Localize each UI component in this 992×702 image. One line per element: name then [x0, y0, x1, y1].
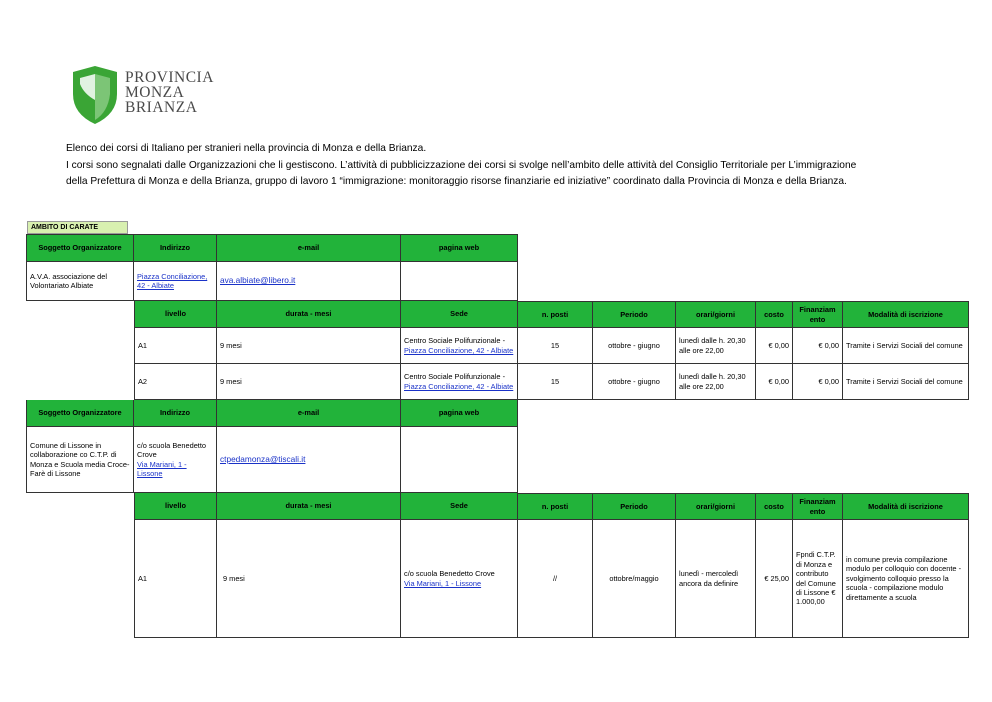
org2-email-link[interactable]: ctpedamonza@tiscali.it	[220, 453, 306, 464]
org2-address-link[interactable]: Via Mariani, 1 - Lissone	[137, 459, 187, 478]
org2-header-email: e-mail	[217, 400, 401, 427]
logo-line-provincia: PROVINCIA	[125, 69, 214, 86]
org2-header-indirizzo: Indirizzo	[134, 400, 217, 427]
org2-course1-sede-link[interactable]: Via Mariani, 1 - Lissone	[404, 578, 482, 588]
org2-course-header-posti: n. posti	[518, 493, 593, 520]
org1-course1-costo: € 0,00	[756, 328, 793, 364]
org1-course1-durata: 9 mesi	[217, 328, 401, 364]
org1-course2-iscrizione: Tramite i Servizi Sociali del comune	[843, 364, 969, 400]
org2-address-text: c/o scuola Benedetto Crove	[137, 440, 207, 460]
org2-course1-durata: 9 mesi	[217, 520, 401, 638]
course-header-orari: orari/giorni	[676, 301, 756, 328]
org2-course-header-sede: Sede	[401, 493, 518, 520]
org1-course1-livello: A1	[134, 328, 217, 364]
org2-course1-costo: € 25,00	[756, 520, 793, 638]
intro-line-3: della Prefettura di Monza e della Brianza, gruppo di lavoro 1 “immigrazione: monitoraggio risorse finanziarie ed iniziative” coordinato dalla Provincia di Monza e della Brianza.	[66, 176, 847, 187]
org2-web	[401, 427, 518, 493]
org2-course-header-iscrizione: Modalità di iscrizione	[843, 493, 969, 520]
org1-course1-sede-link[interactable]: Piazza Conciliazione, 42 - Albiate	[404, 345, 514, 355]
org2-course1-iscrizione: in comune previa compilazione modulo per colloquio con docente - svolgimento colloquio presso la scuola - compilazione modulo direttamente a scuola	[843, 520, 969, 638]
course-header-finanziamento: Finanziam ento	[793, 301, 843, 328]
org2-course-header-finanziamento: Finanziam ento	[793, 493, 843, 520]
intro-line-1: Elenco dei corsi di Italiano per stranieri nella provincia di Monza e della Brianza.	[66, 143, 427, 154]
org1-course1-sede-text: Centro Sociale Polifunzionale -	[404, 336, 506, 346]
org1-email-link[interactable]: ava.albiate@libero.it	[220, 275, 296, 286]
org1-course2-periodo: ottobre - giugno	[593, 364, 676, 400]
provincia-logo	[70, 64, 220, 126]
org2-course-header-periodo: Periodo	[593, 493, 676, 520]
org2-course1-posti: //	[518, 520, 593, 638]
org2-course1-periodo: ottobre/maggio	[593, 520, 676, 638]
org1-email-cell	[217, 262, 401, 301]
org1-course1-sede	[401, 328, 518, 364]
org2-course-header-livello: livello	[134, 493, 217, 520]
org1-course2-costo: € 0,00	[756, 364, 793, 400]
org1-course1-finanziamento: € 0,00	[793, 328, 843, 364]
course-header-livello: livello	[134, 301, 217, 328]
org2-course-header-durata: durata - mesi	[217, 493, 401, 520]
provincia-emblem-icon	[70, 64, 120, 126]
org2-soggetto: Comune di Lissone in collaborazione co C.T.P. di Monza e Scuola media Croce-Farè di Lissone	[26, 427, 134, 493]
org2-course-header-orari: orari/giorni	[676, 493, 756, 520]
header-indirizzo: Indirizzo	[134, 234, 217, 262]
org2-course1-livello: A1	[134, 520, 217, 638]
org2-indirizzo	[134, 427, 217, 493]
header-soggetto-organizzatore: Soggetto Organizzatore	[26, 234, 134, 262]
org2-course-header-costo: costo	[756, 493, 793, 520]
org1-course1-posti: 15	[518, 328, 593, 364]
org1-address-link[interactable]: Piazza Conciliazione, 42 - Albiate	[137, 271, 208, 290]
course-header-iscrizione: Modalità di iscrizione	[843, 301, 969, 328]
org2-course1-sede	[401, 520, 518, 638]
course-header-durata: durata - mesi	[217, 301, 401, 328]
intro-line-2: I corsi sono segnalati dalle Organizzazioni che li gestiscono. L’attività di pubblicizzazione dei corsi si svolge nell’ambito delle attività del Consiglio Territoriale per L’immigrazione	[66, 159, 857, 171]
header-pagina-web: pagina web	[401, 234, 518, 262]
org2-course1-sede-text: c/o scuola Benedetto Crove	[404, 569, 495, 579]
course-header-posti: n. posti	[518, 301, 593, 328]
org1-course1-periodo: ottobre - giugno	[593, 328, 676, 364]
org2-header-web: pagina web	[401, 400, 518, 427]
org1-soggetto: A.V.A. associazione del Volontariato Albiate	[26, 262, 134, 301]
org2-email-cell	[217, 427, 401, 493]
intro-text	[66, 141, 946, 191]
course-header-sede: Sede	[401, 301, 518, 328]
org1-indirizzo	[134, 262, 217, 301]
org1-course2-livello: A2	[134, 364, 217, 400]
org2-course1-finanziamento: Fpndi C.T.P. di Monza e contributo del Comune di Lissone € 1.000,00	[793, 520, 843, 638]
org1-course2-sede-link[interactable]: Piazza Conciliazione, 42 - Albiate	[404, 381, 514, 391]
org1-web	[401, 262, 518, 301]
org2-course1-orari: lunedì - mercoledì ancora da definire	[676, 520, 756, 638]
ambito-label: AMBITO DI CARATE	[27, 221, 128, 234]
logo-line-monza: MONZA	[125, 84, 185, 101]
org2-header-soggetto: Soggetto Organizzatore	[26, 400, 134, 427]
logo-line-brianza: BRIANZA	[125, 99, 198, 116]
course-header-periodo: Periodo	[593, 301, 676, 328]
org1-course2-durata: 9 mesi	[217, 364, 401, 400]
org1-course2-sede-text: Centro Sociale Polifunzionale -	[404, 372, 506, 382]
org1-course2-finanziamento: € 0,00	[793, 364, 843, 400]
org1-course2-posti: 15	[518, 364, 593, 400]
org1-course1-iscrizione: Tramite i Servizi Sociali del comune	[843, 328, 969, 364]
org1-course2-orari: lunedì dalle h. 20,30 alle ore 22,00	[676, 364, 756, 400]
header-email: e-mail	[217, 234, 401, 262]
course-header-costo: costo	[756, 301, 793, 328]
org1-course1-orari: lunedì dalle h. 20,30 alle ore 22,00	[676, 328, 756, 364]
org1-course2-sede	[401, 364, 518, 400]
